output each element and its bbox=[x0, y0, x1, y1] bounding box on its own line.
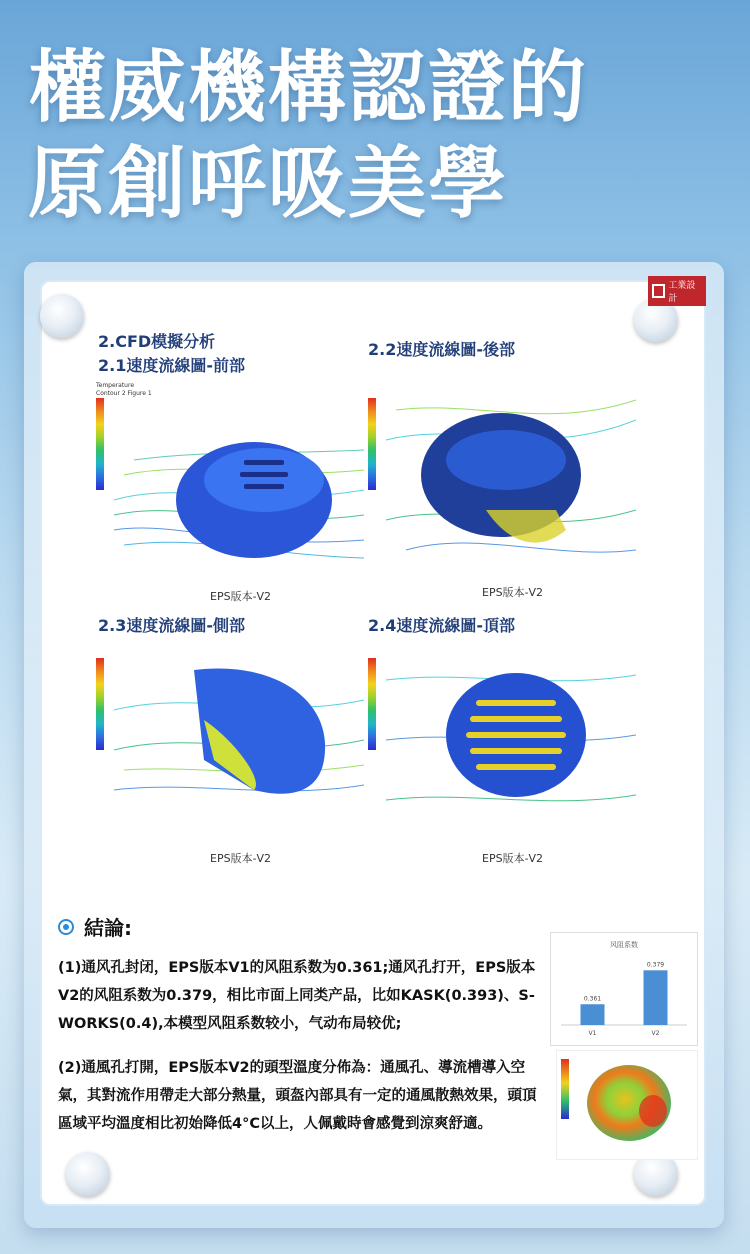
pin-top-left-icon bbox=[40, 294, 84, 338]
page-headline bbox=[28, 40, 588, 232]
color-scale bbox=[96, 398, 104, 490]
logo-mark-icon bbox=[652, 284, 665, 298]
color-scale bbox=[368, 398, 376, 490]
headline-line-2: 原創呼吸美學 bbox=[28, 139, 509, 229]
headline-line-1: 權威機構認證的 bbox=[28, 43, 589, 133]
top-flow-title: 2.4速度流線圖-頂部 bbox=[368, 616, 515, 635]
conclusion-title: 結論: bbox=[84, 916, 132, 940]
temperature-distribution-image bbox=[556, 1050, 698, 1160]
front-flow-title: 2.1速度流線圖-前部 bbox=[98, 356, 245, 375]
front-streamlines-graphic bbox=[94, 380, 364, 570]
front-flow-image bbox=[94, 380, 364, 570]
color-scale bbox=[368, 658, 376, 750]
chart-category-label: V1 bbox=[588, 1030, 597, 1037]
temperature-legend bbox=[96, 382, 152, 398]
top-streamlines-graphic bbox=[366, 640, 636, 830]
top-flow-image bbox=[366, 640, 636, 830]
heat-scale bbox=[561, 1059, 569, 1119]
cfd-section-title: 2.CFD模擬分析 bbox=[98, 332, 216, 351]
side-flow-title: 2.3速度流線圖-側部 bbox=[98, 616, 245, 635]
legend-subtitle: Contour 2 Figure 1 bbox=[96, 390, 152, 397]
drag-coefficient-chart bbox=[550, 932, 698, 1046]
rear-flow-title: 2.2速度流線圖-後部 bbox=[368, 340, 515, 359]
color-scale bbox=[96, 658, 104, 750]
rear-caption: EPS版本-V2 bbox=[482, 586, 544, 599]
chart-category-label: V2 bbox=[651, 1030, 660, 1037]
logo-label: 工業設計 bbox=[668, 281, 696, 304]
rear-flow-image bbox=[366, 380, 636, 570]
conclusion-heading bbox=[58, 912, 132, 941]
side-streamlines-graphic bbox=[94, 640, 364, 830]
front-caption: EPS版本-V2 bbox=[210, 590, 272, 603]
chart-title: 风阻系数 bbox=[610, 941, 638, 949]
legend-title: Temperature bbox=[96, 382, 135, 389]
chart-data-label: 0.361 bbox=[583, 995, 602, 1003]
chart-data-label: 0.379 bbox=[646, 961, 665, 969]
conclusion-paragraph-2: (2)通風孔打開，EPS版本V2的頭型溫度分佈為：通風孔、導流槽導入空氣，其對流作用帶走大部分熱量，頭盔內部具有一定的通風散熱效果，頭頂區域平均溫度相比初始降低4°C以上，人佩戴時會感覺到涼爽舒適。 bbox=[58, 1060, 537, 1132]
rear-streamlines-graphic bbox=[366, 380, 636, 570]
drag-chart-svg bbox=[551, 933, 697, 1045]
side-caption: EPS版本-V2 bbox=[210, 852, 272, 865]
temperature-map-graphic bbox=[557, 1051, 697, 1159]
conclusion-paragraph-1: (1)通风孔封闭，EPS版本V1的风阻系数为0.361;通风孔打开，EPS版本V2的风阻系数为0.379，相比市面上同类产品，比如KASK(0.393)、S-WORKS(0.4),本模型风阻系数较小，气动布局较优; bbox=[58, 960, 536, 1032]
side-flow-image bbox=[94, 640, 364, 830]
chart-bar-v1 bbox=[581, 1004, 605, 1025]
chart-bar-v2 bbox=[644, 970, 668, 1025]
top-caption: EPS版本-V2 bbox=[482, 852, 544, 865]
pin-bottom-left-icon bbox=[66, 1152, 110, 1196]
bullet-icon bbox=[58, 919, 74, 935]
brand-logo bbox=[648, 276, 706, 306]
